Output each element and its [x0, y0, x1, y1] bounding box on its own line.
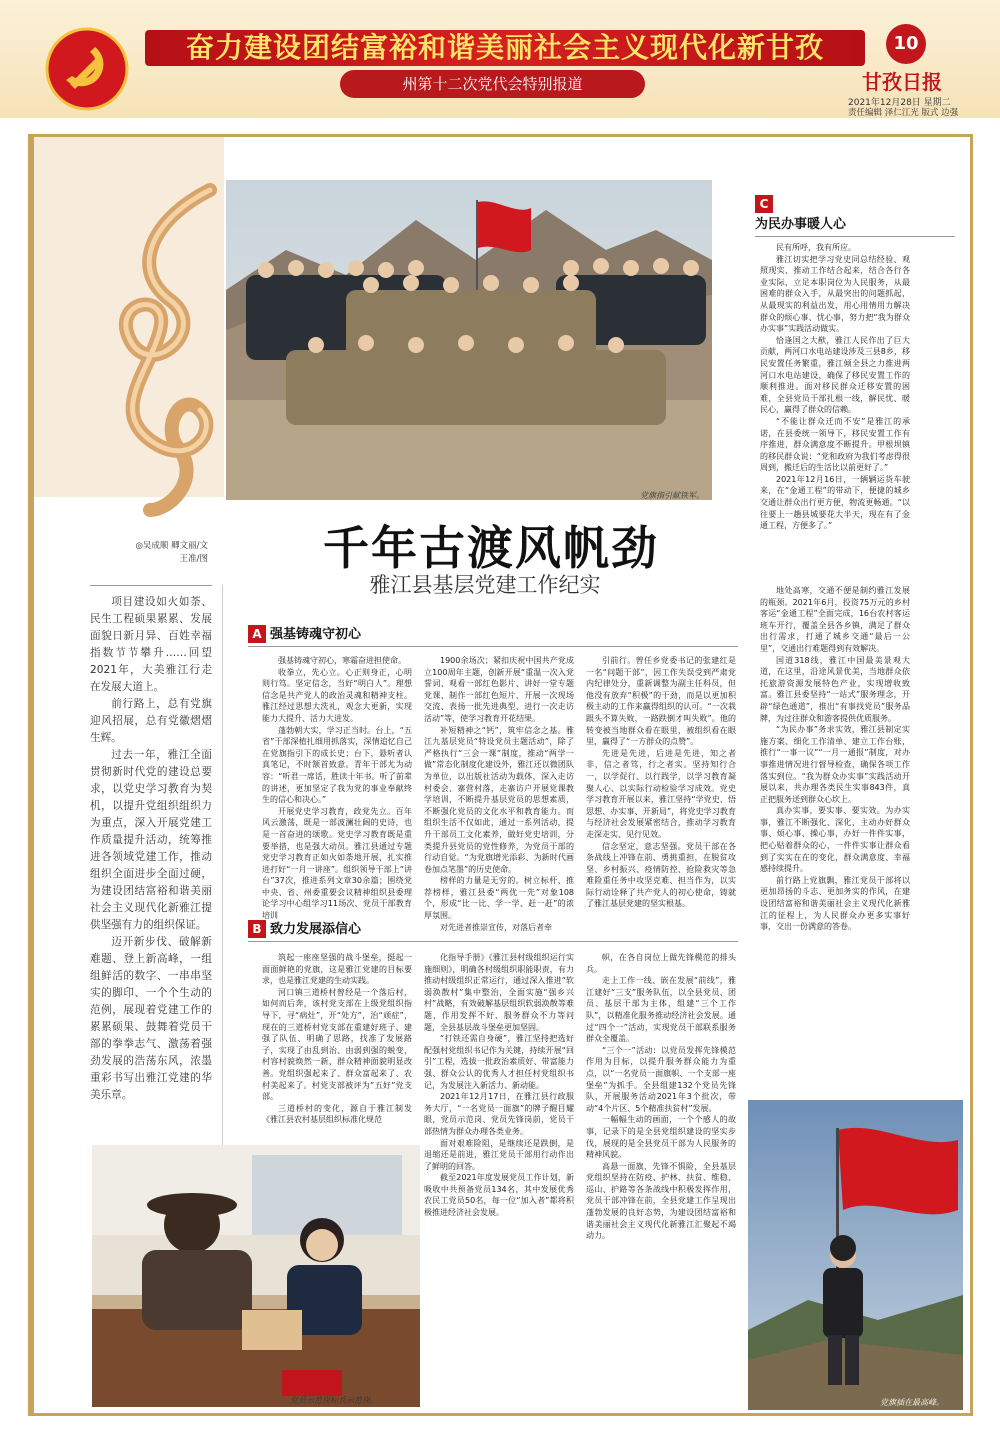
section-c-rule — [755, 236, 955, 237]
paragraph: 民有所呼，我有所应。 — [776, 243, 856, 252]
section-a-col-2 — [424, 655, 574, 932]
article-subtitle: 雅江县基层党建工作纪实 — [369, 573, 601, 597]
flag-summit-image — [748, 1100, 963, 1410]
paragraph: 先进是先进，后进是先进，知之者非，信之者笃，行之者实。坚持知行合一，以学促行、以行践学，以学习教育凝聚人心、以实际行动检验学习成效。党史学习教育开展以来，雅江坚持“学党史、悟思想、办实事、开新局”，将党史学习教育与经济社会发展紧密结合，推动学习教育走深走实、见行见效。 — [586, 748, 736, 839]
paragraph: 帜，在各自岗位上做先锋模范的排头兵。 — [586, 953, 736, 974]
paragraph: 河口镇三道桥村曾经是一个落后村，如何而后奔，该村党支部在上级党组织指导下，寻“病灶”，开“处方”，治“顽症”，现在的三道桥村党支部在重建好班子、建强了队伍、明确了思路，找准了发展路子，实现了由乱到治、由弱到强的蜕变，村容村貌焕然一新，群众精神面貌明显改善。党组织强起来了、群众富起来了、农村美起来了。村党支部被评为“五好”党支部。 — [262, 987, 412, 1102]
frame-bottom — [28, 1413, 973, 1416]
section-a-heading — [248, 625, 448, 645]
top-photo-caption: 党旗指引献铁军。 — [640, 491, 704, 500]
date-line: 2021年12月28日 星期二 — [848, 98, 951, 108]
byline-photographer: 王准/图 — [179, 554, 208, 564]
editor-line: 责任编辑 泽仁江光 版式 边强 — [848, 108, 959, 118]
section-b-title: 致力发展添信心 — [270, 922, 362, 937]
service-window-image — [92, 1145, 420, 1407]
paragraph: 走上工作一线、嵌在发展“前线”，雅江建好“三支”服务队伍，以全县党员、团员、基层干部为主体，组建“三个工作队”，以精准化服务推动经济社会发展。通过“四个一”活动，实现党员干部联系服务群众全覆盖。 — [586, 976, 736, 1044]
lead-paragraph: 迈开新步伐、破解新难题、登上新高峰，一组组鲜活的数字、一串串坚实的脚印、一个个生动的范例，展现着党建工作的累累硕果、鼓舞着党员干部的拳拳志气、激荡着强劲发展的浩荡东风，浓墨重彩书写出雅江党建的华美乐章。 — [90, 936, 212, 1101]
paragraph: “不能让群众迁而不安”是雅江的承诺，在县委统一领导下，移民安置工作有序推进，群众满意度不断提升。甲根坝镇的移民群众说：“党和政府为我们考虑得很周到，搬迁后的生活比以前更好了。” — [760, 416, 910, 473]
section-a-title: 强基铸魂守初心 — [270, 627, 362, 642]
top-photo — [226, 180, 712, 500]
lead-paragraph: 前行路上，总有党旗迎风招展，总有党徽熠熠生辉。 — [90, 698, 212, 744]
paragraph: “为民办事”务求实效，雅江县制定实施方案、细化工作清单、建立工作台账，推行“一事一议”“一月一通报”制度，对办事推进情况进行督导检查，确保各项工作落实到位。“我为群众办实事”实践活动开展以来，共办理各类民生实事843件，真正把服务送到群众心坎上。 — [760, 725, 910, 804]
byline — [118, 540, 208, 570]
paragraph: 信念坚定，意志坚强。党员干部在各条战线上冲锋在前、勇挑重担，在脱贫攻坚、乡村振兴、疫情防控、抢险救灾等急难险重任务中攻坚克难、担当作为，以实际行动诠释了共产党人的初心使命，铸就了雅江基层党建的坚实根基。 — [586, 841, 736, 909]
paragraph: 2021年12月17日，在雅江县行政服务大厅，“一名党员一面旗”的牌子醒目耀眼，党员示范岗、党员先锋岗前，党员干部热情为群众办理各类业务。 — [424, 1092, 574, 1136]
paragraph: 1900余场次；紧扣庆祝中国共产党成立100周年主题，创新开展“重温一次入党誓词、观看一部红色影片、讲好一堂专题党课、制作一部红色短片、开展一次现场交流、表扬一批先进典型、进行一次走访活动”等，使学习教育开花结果。 — [424, 656, 574, 723]
party-emblem-icon — [40, 22, 135, 112]
bottom-left-photo-caption: 党员示范岗标兵示范岗。 — [290, 1396, 378, 1405]
paragraph: 强基铸魂守初心，寒霜奋进担使命。 — [278, 656, 406, 665]
paragraph: 收拳立，先心立。心正则身正，心明则行笃。坚定信念，当好“明白人”。理想信念是共产党人的政治灵魂和精神支柱。雅江经过思想大洗礼，观念大更新，实现能力大提升、活力大进发。 — [262, 667, 412, 723]
section-b-badge: B — [248, 920, 266, 938]
paragraph: 国道318线，雅江中国最美景观大道，在这里，沿途风景优美，当地群众依托旅游资源发展特色产业，实现增收致富。雅江县委坚持“一站式”服务理念，开辟“绿色通道”，推出“有事找党员”服务品牌，为过往群众和游客提供优质服务。 — [760, 655, 910, 723]
section-b-col-3 — [586, 952, 736, 1412]
bottom-right-photo-caption: 党旗插在最高峰。 — [880, 1398, 944, 1407]
bottom-left-photo — [92, 1145, 420, 1407]
section-c-col-2 — [760, 585, 910, 1140]
section-c-title: 为民办事暖人心 — [755, 217, 847, 232]
paragraph: “三个一”活动：以党员发挥先锋模范作用为目标，以提升服务群众能力为重点，以“一名党员一面旗帜、一个支部一座堡垒”为抓手。全县组建132个党员先锋队，开展服务活动2021年3个批次，带动“4个片区、5个精准扶贫村”发展。 — [586, 1045, 736, 1113]
paragraph: 面对艰难险阻，是继续还是跌倒，是退缩还是前进，雅江党员干部用行动作出了鲜明的回答。 — [424, 1138, 574, 1171]
header-title: 奋力建设团结富裕和谐美丽社会主义现代化新甘孜 — [185, 31, 824, 64]
section-b-rule — [248, 941, 738, 942]
paragraph: 雅江切实把学习党史同总结经验、观照现实、推动工作结合起来，结合各行各业实际，立足本职岗位为人民服务，从最困难的群众入手，从最突出的问题抓起，从最现实的利益出发，用心用情用力解决群众的烦心事、忧心事，努力把“我为群众办实事”实践活动做实。 — [760, 254, 910, 334]
paragraph: 恰逢国之大猷，雅江人民作出了巨大贡献，两河口水电站建设涉及三县8乡，移民安置任务繁重，雅江倾全县之力推进两河口水电站建设，确保了移民安置工作的顺利推进。面对移民群众迁移安置的困难，全县党员干部扎根一线，解民忧、暖民心，赢得了群众的信赖。 — [760, 335, 910, 415]
lead-paragraph: 过去一年，雅江全面贯彻新时代党的建设总要求，以党史学习教育为契机，以提升党组织组织力为重点，深入开展党建工作质量提升活动，统筹推进各领域党建工作，推动组织全面进步全面过硬，为建设团结富裕和谐美丽社会主义现代化新雅江提供坚强有力的组织保证。 — [90, 749, 212, 931]
section-c-heading — [755, 195, 955, 235]
paragraph: 对先进者推崇宣传，对落后者牵 — [440, 922, 552, 932]
paragraph: 蓬勃朝大实，学习正当时。台上，“五省”干部深植扎细用抓落实，深情追忆自己在党旗指引下的成长史；台下，悬听者认真笔记，不时颔首致意。青年干部尤为动容：“听君一席话，胜读十年书。听了前辈的讲述，更加坚定了我为党的事业奉献终生的信心和决心。” — [262, 725, 412, 805]
paragraph: 三道桥村的变化，源自于雅江制发《雅江县农村基层组织标准化规范 — [262, 1103, 412, 1125]
section-b-col-2 — [424, 952, 574, 1412]
page-number: 10 — [886, 24, 926, 64]
section-a-col-3 — [586, 655, 736, 913]
paragraph: 高悬一面旗，先锋不惧险，全县基层党组织坚持在防疫、护林、扶贫、维稳、巡山、护路等各条战线中积极发挥作用，党员干部冲锋在前，全县党建工作呈现出蓬勃发展的良好态势，为建设团结富裕和谐美丽社会主义现代化新雅江汇聚起不竭动力。 — [586, 1161, 736, 1241]
group-photo-image — [226, 180, 712, 500]
paragraph: 前行路上党旗飘，雅江党员干部将以更加昂扬的斗志、更加务实的作风，在建设团结富裕和谐美丽社会主义现代化新雅江的征程上，为人民群众办更多实事好事，交出一份满意的答卷。 — [760, 875, 910, 932]
paragraph: 筑起一座座坚强的战斗堡垒，挺起一面面鲜艳的党旗，这是雅江党建的目标要求，也是雅江党建的生动实践。 — [262, 953, 412, 986]
section-a-col-1 — [262, 655, 412, 921]
byline-authors: ◎吴成顺 卿文丽/文 — [135, 541, 208, 551]
section-b-col-1 — [262, 952, 412, 1130]
header-subtitle: 州第十二次党代会特别报道 — [402, 75, 583, 93]
bottom-right-photo — [748, 1100, 963, 1410]
frame-right — [970, 134, 973, 1416]
paragraph: 地处高寒，交通不便是制约雅江发展的瓶颈。2021年6月，投资75万元的乡村客运“金通工程”全面完成，16台农村客运班车开行，覆盖全县各乡镇，满足了群众出行需求，打通了城乡交通“最后一公里”，交通出行难题得到有效解决。 — [760, 586, 910, 653]
paragraph: 化指导手册》《雅江县村级组织运行实施细则》，明确各村级组织职能职责，有力推动村级组织正常运行，通过深入推进“软弱涣散村”集中整治，全面实施“强乡兴村”战略，有效破解基层组织软弱涣散等难题，作用发挥不好、服务群众不力等问题，全县基层战斗堡垒更加坚固。 — [424, 953, 574, 1032]
section-c-badge: C — [755, 195, 773, 213]
paragraph: 2021年12月16日，一辆辆运货车驶来，在“金通工程”的带动下，便捷的城乡交通让群众出行更方便，物流更畅通。“以往要上一趟县城要花大半天，现在有了金通工程，方便多了。” — [760, 474, 910, 531]
article-title: 千年古渡风帆劲 — [323, 521, 659, 575]
lead-paragraph: 项目建设如火如荼、民生工程硕果累累、发展面貌日新月异、百姓幸福指数节节攀升……回望2021年，大美雅江行走在发展大道上。 — [90, 596, 212, 693]
paragraph: 开展党史学习教育，政党先立。百年风云激荡，既是一部波澜壮阔的史诗，也是一首奋进的颂歌。党史学习教育既是重要举措，也是强大动员。雅江县通过专题党史学习教育正如火如荼地开展，扎实推进打好“一月一讲座”。组织领导干部上“讲台”37次，推进系列文章30余篇；围绕党中央、省、州委重要会议精神组织县委理论学习中心组学习11场次、党员干部教育培训 — [262, 806, 412, 921]
section-a-badge: A — [248, 625, 266, 643]
paragraph: 补短精神之“钙”，筑牢信念之基。雅江九基层党员“特设党员主题活动”，除了严格执行“三会一课”制度，推动“两学一做”常态化制度化建设外，雅江还以微团队为单位，以出版社活动为载体，深入走访村委会、寨营村落，走寨访户开展党课教学培训，不断提升基层党员的思想素质，不断强化党员的文化水平和教育能力。而组织生活不仅如此，通过一系列活动，提升干部员工文化素养，做好党史培训，分类提升县党员的党性修养，为党员干部的行动自觉。“为党旗增光添彩、为新时代画卷加点笔墨”的历史使命。 — [424, 725, 574, 874]
paper-name: 甘孜日报 — [862, 70, 942, 94]
section-a-rule — [248, 646, 738, 647]
paragraph: 截至2021年度发展党员工作计划，新吸收中共预备党员134名，其中发展优秀农民工党员50名，每一位“加入者”都将积极推进经济社会发展。 — [424, 1173, 574, 1218]
paragraph: 一幅幅生动的画面，一个个感人的故事，记录下的是全县党组织建设的坚实步伐，展现的是全县党员干部为人民服务的精神风貌。 — [586, 1115, 736, 1160]
section-b-heading — [248, 920, 448, 940]
paragraph: “打铁还需自身硬”，雅江坚持把选好配强村党组织书记作为关键，持续开展“回引”工程，选拔一批政治素质好、带富能力强、群众公认的优秀人才担任村党组织书记，为发展注入新活力、新动能。 — [424, 1034, 574, 1090]
section-c-col-1 — [760, 242, 910, 582]
paragraph: 榜样的力量是无穷的。树立标杆、推荐榜样，雅江县委“两优一先”对象108个，形成“比一比、学一学、赶一赶”的浓厚氛围。 — [424, 876, 574, 921]
paragraph: 真办实事，要实事、要实效。为办实事，雅江不断强化、深化，主动办好群众事、烦心事、操心事，办好一件件实事，把心贴着群众的心，一件件实事让群众看到了实实在在的变化，群众满意度、幸福感持续提升。 — [760, 806, 910, 874]
cloud-swirl-ornament-icon — [90, 180, 230, 520]
paragraph: 引前行。曾任乡党委书记的张建红是一名“问题干部”，因工作失误受到严肃党内纪律处分，重新调整为副主任科员，但他没有放弃“积极”的干劲，而是以更加积极主动的工作来赢得组织的认可。“一次栽跟头不算失败，一路跌倒才叫失败”。他的转变被当地群众看在眼里，被组织看在眼里，赢得了“一方群众的点赞”。 — [586, 656, 736, 747]
